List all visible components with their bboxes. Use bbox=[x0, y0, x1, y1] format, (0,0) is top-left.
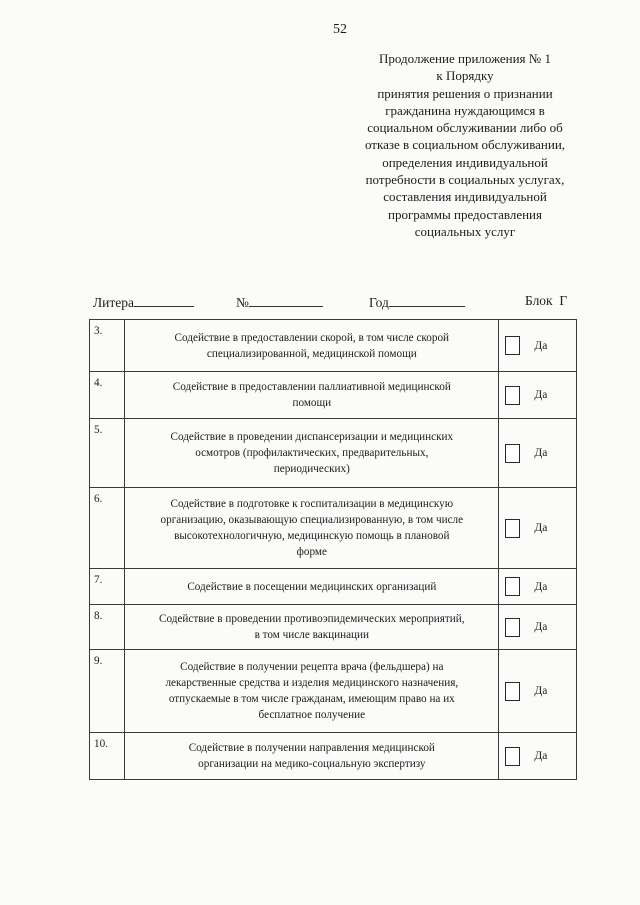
form-info-line bbox=[93, 293, 578, 313]
yes-label: Да bbox=[534, 580, 548, 593]
yes-label: Да bbox=[534, 389, 548, 401]
header-line: программы предоставления bbox=[388, 206, 542, 222]
block-label: Блок Г bbox=[525, 293, 568, 308]
checkbox[interactable] bbox=[505, 577, 520, 596]
answer-cell bbox=[499, 320, 577, 372]
description-line: осмотров (профилактических, предварительных, bbox=[195, 447, 429, 459]
table-row bbox=[90, 372, 577, 419]
litera-field[interactable] bbox=[93, 293, 194, 311]
row-number: 5. bbox=[90, 419, 125, 488]
row-number: 8. bbox=[90, 605, 125, 650]
answer-cell bbox=[499, 569, 577, 605]
description-line: Содействие в получении направления медицинской bbox=[188, 742, 435, 754]
header-line: гражданина нуждающимся в bbox=[385, 102, 545, 118]
table-row bbox=[90, 569, 577, 605]
service-description bbox=[125, 320, 499, 372]
checkbox[interactable] bbox=[505, 444, 520, 463]
yes-label: Да bbox=[534, 750, 548, 762]
litera-blank[interactable] bbox=[134, 293, 194, 307]
yes-label: Да bbox=[534, 621, 548, 633]
description-line: бесплатное получение bbox=[258, 709, 366, 721]
row-number: 3. bbox=[90, 320, 125, 372]
header-line: к Порядку bbox=[436, 68, 494, 84]
row-number: 10. bbox=[90, 733, 125, 780]
year-label: Год bbox=[369, 295, 389, 310]
description-line: специализированной, медицинской помощи bbox=[206, 347, 417, 360]
answer-cell bbox=[499, 733, 577, 780]
table-row bbox=[90, 650, 577, 733]
number-field[interactable] bbox=[236, 293, 323, 311]
page-number: 52 bbox=[333, 22, 347, 37]
service-description bbox=[125, 733, 499, 780]
table-row bbox=[90, 488, 577, 569]
description-line: в том числе вакцинации bbox=[254, 629, 370, 641]
description-line: Содействие в получении рецепта врача (фельдшера) на bbox=[180, 661, 444, 673]
number-blank[interactable] bbox=[249, 293, 323, 307]
answer-cell bbox=[499, 650, 577, 733]
year-field[interactable] bbox=[369, 293, 465, 311]
table-row bbox=[90, 419, 577, 488]
header-line: потребности в социальных услугах, bbox=[365, 172, 565, 188]
description-line: периодических) bbox=[273, 463, 350, 475]
header-line: социальных услуг bbox=[414, 223, 516, 239]
table-row bbox=[90, 320, 577, 372]
header-line: принятия решения о признании bbox=[377, 85, 553, 101]
answer-cell bbox=[499, 488, 577, 569]
header-line: отказе в социальном обслуживании, bbox=[364, 137, 566, 153]
number-label: № bbox=[236, 295, 249, 310]
appendix-header bbox=[330, 50, 600, 240]
description-line: Содействие в проведении противоэпидемических мероприятий, bbox=[159, 613, 465, 625]
description-line: форме bbox=[296, 546, 327, 558]
checkbox[interactable] bbox=[505, 747, 520, 766]
description-line: организацию, оказывающую специализированную, в том числе bbox=[160, 514, 464, 526]
yes-label: Да bbox=[534, 685, 548, 697]
table-row bbox=[90, 605, 577, 650]
description-line: Содействие в подготовке к госпитализации в медицинскую bbox=[170, 498, 454, 510]
row-number: 4. bbox=[90, 372, 125, 419]
row-number: 6. bbox=[90, 488, 125, 569]
checkbox[interactable] bbox=[505, 336, 520, 355]
services-table bbox=[89, 319, 577, 780]
row-number: 9. bbox=[90, 650, 125, 733]
service-description bbox=[125, 488, 499, 569]
service-description bbox=[125, 419, 499, 488]
table-row bbox=[90, 733, 577, 780]
yes-label: Да bbox=[534, 339, 548, 352]
checkbox[interactable] bbox=[505, 386, 520, 405]
description-line: отпускаемые в том числе гражданам, имеющим право на их bbox=[168, 693, 455, 705]
description-line: высокотехнологичную, медицинскую помощь в плановой bbox=[174, 530, 450, 542]
description-line: Содействие в предоставлении скорой, в том числе скорой bbox=[174, 331, 450, 344]
header-line: составления индивидуальной bbox=[383, 189, 547, 205]
service-description bbox=[125, 650, 499, 733]
checkbox[interactable] bbox=[505, 519, 520, 538]
yes-label: Да bbox=[534, 522, 548, 534]
description-line: помощи bbox=[292, 397, 332, 409]
answer-cell bbox=[499, 419, 577, 488]
answer-cell bbox=[499, 605, 577, 650]
service-description bbox=[125, 569, 499, 605]
answer-cell bbox=[499, 372, 577, 419]
description-line: лекарственные средства и изделия медицинского назначения, bbox=[165, 677, 459, 689]
yes-label: Да bbox=[534, 447, 548, 459]
description-line: Содействие в проведении диспансеризации и медицинских bbox=[170, 431, 454, 443]
litera-label: Литера bbox=[93, 295, 135, 310]
row-number: 7. bbox=[90, 569, 125, 605]
checkbox[interactable] bbox=[505, 682, 520, 701]
service-description bbox=[125, 605, 499, 650]
year-blank[interactable] bbox=[389, 293, 465, 307]
description-line: Содействие в предоставлении паллиативной медицинской bbox=[172, 381, 451, 393]
checkbox[interactable] bbox=[505, 618, 520, 637]
header-line: Продолжение приложения № 1 bbox=[379, 51, 551, 66]
header-line: социальном обслуживании либо об bbox=[367, 120, 563, 136]
description-line: Содействие в посещении медицинских организаций bbox=[187, 580, 437, 593]
service-description bbox=[125, 372, 499, 419]
description-line: организации на медико-социальную экспертизу bbox=[198, 758, 426, 770]
header-line: определения индивидуальной bbox=[382, 154, 548, 170]
